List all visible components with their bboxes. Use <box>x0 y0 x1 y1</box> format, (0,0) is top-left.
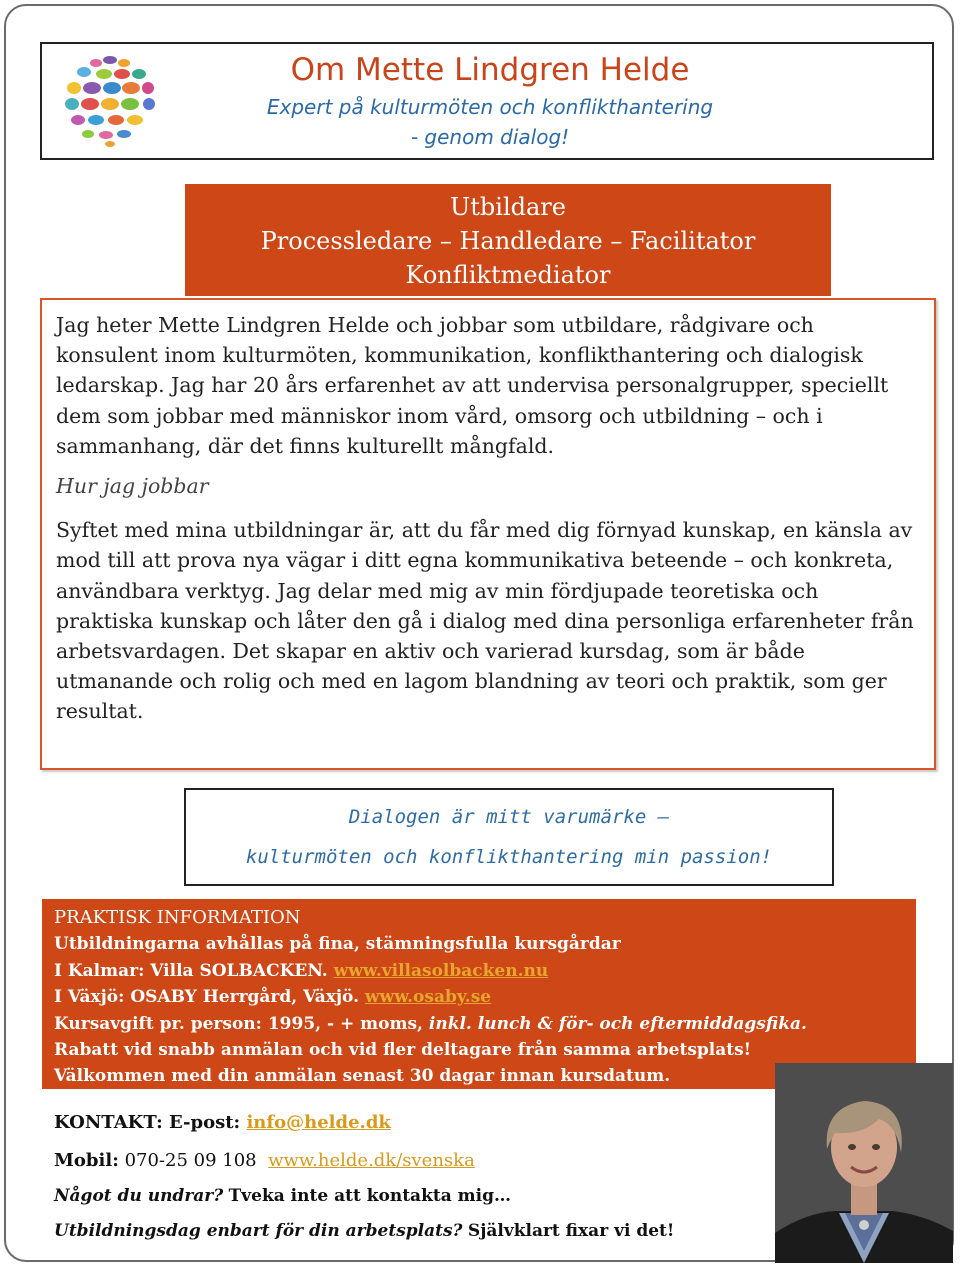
how-heading: Hur jag jobbar <box>56 474 209 499</box>
info-venues: Utbildningarna avhållas på fina, stämningsfulla kursgårdar <box>54 934 621 955</box>
kalmar-link[interactable]: www.villasolbacken.nu <box>333 960 549 981</box>
onsite-bold: Självklart fixar vi det! <box>467 1221 675 1241</box>
portrait-photo <box>775 1063 953 1263</box>
quote-box <box>184 788 834 886</box>
practical-info <box>42 899 916 1089</box>
contact-question-line <box>54 1186 511 1206</box>
vaxjo-text: I Växjö: OSABY Herrgård, Växjö. <box>54 987 359 1008</box>
info-deadline: Välkommen med din anmälan senast 30 dagar innan kursdatum. <box>54 1066 671 1087</box>
vaxjo-link[interactable]: www.osaby.se <box>364 987 492 1008</box>
info-discount: Rabatt vid snabb anmälan och vid fler deltagare från samma arbetsplats! <box>54 1040 752 1061</box>
info-heading: PRAKTISK INFORMATION <box>54 907 301 928</box>
page-title: Om Mette Lindgren Helde <box>290 52 690 88</box>
kalmar-text: I Kalmar: Villa SOLBACKEN. <box>54 960 328 981</box>
bio-method: Syftet med mina utbildningar är, att du får med dig förnyad kunskap, en känsla av mod till att prova nya vägar i ditt egna kommunikativa beteende – och konkreta, användbara verktyg. Jag delar med mig av min fördjupade teoretiska och praktiska kunskap och låter den gå i dialog med dina personliga erfarenheter från arbetsvardagen. Det skapar en aktiv och varierad kursdag, som är både utmanande och rolig och med en lagom blandning av teori och praktik, som ger resultat. <box>56 518 914 724</box>
contact-mobile-line <box>54 1150 475 1171</box>
fee-included: inkl. lunch & för- och eftermiddagsfika. <box>428 1013 807 1034</box>
bio-section <box>40 298 936 770</box>
info-fee <box>54 1011 904 1037</box>
contact-onsite-line <box>54 1221 674 1241</box>
subtitle-line-1: Expert på kulturmöten och konflikthantering <box>266 95 714 119</box>
quote-line-2: kulturmöten och konflikthantering min passion! <box>245 846 773 868</box>
question-bold: Tveka inte att kontakta mig… <box>228 1186 511 1206</box>
role-line-1: Utbildare <box>450 193 566 221</box>
mobile-number: 070-25 09 108 <box>124 1150 257 1171</box>
email-link[interactable]: info@helde.dk <box>246 1112 391 1133</box>
role-line-2: Processledare – Handledare – Facilitator <box>260 227 756 255</box>
dialogue-globe-logo <box>60 50 160 150</box>
info-vaxjo <box>54 984 904 1010</box>
contact-email-line <box>54 1112 391 1133</box>
roles-banner <box>185 184 831 296</box>
subtitle-line-2: - genom dialog! <box>410 125 570 149</box>
onsite-italic: Utbildningsdag enbart för din arbetsplats? <box>54 1221 463 1241</box>
website-link[interactable]: www.helde.dk/svenska <box>268 1150 475 1171</box>
info-kalmar <box>54 958 904 984</box>
fee-text: Kursavgift pr. person: 1995, - + moms, <box>54 1013 423 1034</box>
mobile-label: Mobil: <box>54 1150 119 1171</box>
email-label: KONTAKT: E-post: <box>54 1112 241 1133</box>
question-italic: Något du undrar? <box>54 1186 224 1206</box>
bio-intro: Jag heter Mette Lindgren Helde och jobbar som utbildare, rådgivare och konsulent inom kulturmöten, kommunikation, konflikthantering och dialogisk ledarskap. Jag har 20 års erfarenhet av att undervisa personalgrupper, speciellt dem som jobbar med människor inom vård, omsorg och utbildning – och i sammanhang, där det finns kulturellt mångfald. <box>56 313 889 458</box>
quote-line-1: Dialogen är mitt varumärke – <box>348 806 670 828</box>
role-line-3: Konfliktmediator <box>405 261 611 289</box>
